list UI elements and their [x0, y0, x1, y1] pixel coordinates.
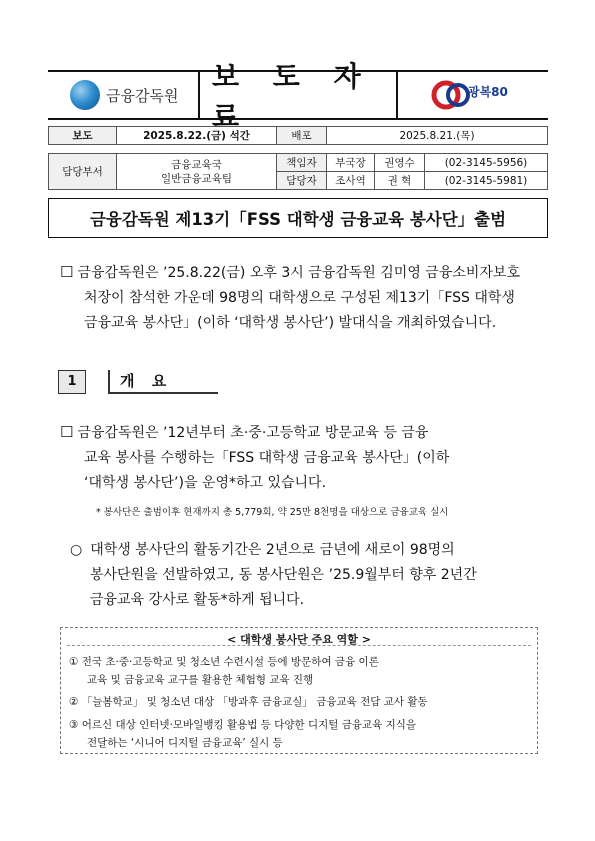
anniversary-emblem [398, 72, 548, 118]
release-info-table [48, 126, 548, 145]
activity-paragraph [70, 538, 550, 613]
org-name: 금융감독원 [106, 86, 179, 105]
overview-line-3: ‘대학생 봉사단’)을 운영*하고 있습니다. [84, 475, 327, 491]
overview-line-1: 금융감독원은 ’12년부터 초·중·고등학교 방문교육 등 금융 [77, 425, 429, 441]
contact-title: 조사역 [327, 172, 375, 190]
roles-box [60, 627, 538, 754]
doc-type-title: 보 도 자 료 [212, 60, 373, 133]
anniversary-text: 광복80 [468, 84, 508, 99]
role-1-line-1: ① 전국 초·중·고등학교 및 청소년 수련시설 등에 방문하여 금융 이론 [69, 656, 379, 668]
dept-name-2: 일반금융교육팀 [160, 172, 232, 185]
dist-label: 배포 [277, 127, 327, 145]
resp-name: 권영수 [375, 154, 425, 172]
fss-logo [48, 72, 198, 118]
resp-phone: (02-3145-5956) [425, 154, 548, 172]
headline: 금융감독원 제13기「FSS 대학생 금융교육 봉사단」출범 [48, 198, 548, 238]
dept-name-1: 금융교육국 [171, 158, 222, 171]
activity-line-2: 봉사단원을 선발하였고, 동 봉사단원은 ’25.9월부터 향후 2년간 [90, 567, 477, 583]
roles-divider [67, 645, 531, 646]
activity-line-3: 금융교육 강사로 활동*하게 됩니다. [90, 592, 305, 608]
section-title: 개 요 [108, 370, 218, 394]
section-number: 1 [58, 370, 86, 394]
dept-name [117, 154, 277, 190]
resp-label: 책임자 [277, 154, 327, 172]
contact-table [48, 153, 548, 190]
role-item-1 [69, 653, 531, 689]
checkbox-bullet-icon: ☐ [60, 263, 74, 281]
role-3-line-1: ③ 어르신 대상 인터넷·모바일뱅킹 활용법 등 다양한 디지털 금융교육 지식을 [69, 719, 417, 731]
contact-label: 담당자 [277, 172, 327, 190]
dept-label: 담당부서 [49, 154, 117, 190]
overview-line-2: 교육 봉사를 수행하는「FSS 대학생 금융교육 봉사단」(이하 [84, 450, 450, 466]
role-1-line-2: 교육 및 금융교육 교구를 활용한 체험형 교육 진행 [87, 674, 314, 686]
summary-paragraph [60, 260, 550, 336]
report-time: 2025.8.22.(금) 석간 [117, 127, 277, 145]
contact-name: 권 혁 [375, 172, 425, 190]
activity-line-1: 대학생 봉사단의 활동기간은 2년으로 금년에 새로이 98명의 [90, 542, 455, 558]
dist-date: 2025.8.21.(목) [327, 127, 548, 145]
summary-line-2: 처장이 참석한 가운데 98명의 대학생으로 구성된 제13기「FSS 대학생 [84, 290, 515, 306]
overview-paragraph [60, 420, 550, 496]
circle-bullet-icon: ○ [70, 542, 83, 558]
role-2-line-1: ② 「늘봄학교」 및 청소년 대상 「방과후 금융교실」 금융교육 전담 교사 활동 [69, 696, 428, 708]
summary-line-3: 금융교육 봉사단」(이하 ‘대학생 봉사단’) 발대식을 개최하였습니다. [84, 315, 497, 331]
resp-title: 부국장 [327, 154, 375, 172]
fss-globe-icon [70, 80, 100, 110]
checkbox-bullet-icon: ☐ [60, 423, 74, 441]
contact-phone: (02-3145-5981) [425, 172, 548, 190]
press-header [48, 60, 548, 133]
roles-heading: < 대학생 봉사단 주요 역할 > [227, 633, 371, 646]
role-item-2 [69, 693, 531, 711]
role-item-3 [69, 716, 531, 752]
report-label: 보도 [49, 127, 117, 145]
footnote: * 봉사단은 출범이후 현재까지 총 5,779회, 약 25만 8천명을 대상으로 금융교육 실시 [96, 507, 449, 518]
role-3-line-2: 전달하는 ‘시니어 디지털 금융교육’ 실시 등 [87, 737, 283, 749]
summary-line-1: 금융감독원은 ’25.8.22(금) 오후 3시 금융감독원 김미영 금융소비자보호 [77, 265, 520, 281]
